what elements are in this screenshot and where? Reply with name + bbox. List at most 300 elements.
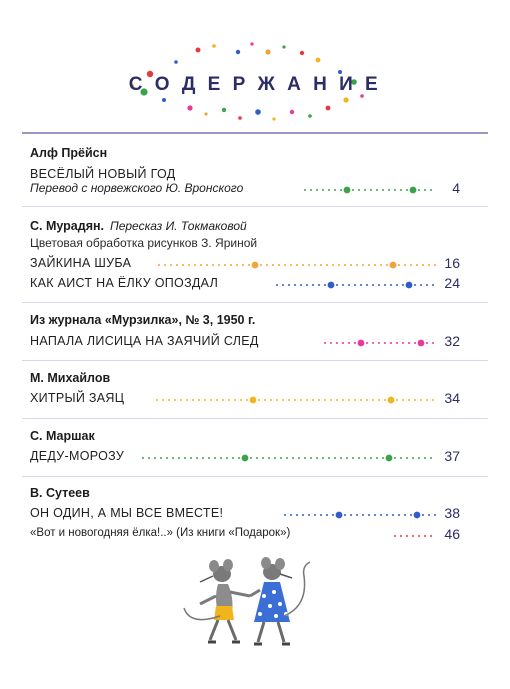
leader-dot [316, 457, 318, 459]
leader-dot [288, 284, 290, 286]
leader-dot [354, 342, 356, 344]
leader-dot [354, 284, 356, 286]
leader-dot [432, 342, 434, 344]
leader-dot [430, 535, 432, 537]
leader-dot [300, 399, 302, 401]
leader-accent-dot [410, 187, 417, 194]
leader-dot [412, 457, 414, 459]
leader-dot [356, 264, 358, 266]
dot-leader [322, 334, 438, 350]
title-letter: Ж [257, 74, 279, 95]
leader-dot [426, 399, 428, 401]
leader-dot [318, 399, 320, 401]
leader-dot [424, 457, 426, 459]
leader-dot [406, 535, 408, 537]
leader-dot [322, 457, 324, 459]
leader-dot [158, 264, 160, 266]
leader-dot [384, 284, 386, 286]
leader-dot [250, 457, 252, 459]
leader-dot [362, 514, 364, 516]
leader-dot [314, 264, 316, 266]
leader-dot [352, 457, 354, 459]
leader-dot [166, 457, 168, 459]
leader-dot [340, 457, 342, 459]
leader-accent-dot [328, 282, 335, 289]
leader-dot [282, 399, 284, 401]
leader-accent-dot [242, 455, 249, 462]
leader-dot [378, 342, 380, 344]
leader-dot [206, 264, 208, 266]
leader-dot [414, 284, 416, 286]
section-author: М. Михайлов [30, 371, 111, 385]
leader-dot [276, 284, 278, 286]
title-letter: И [339, 74, 357, 95]
leader-dot [326, 514, 328, 516]
leader-dot [414, 399, 416, 401]
leader-dot [280, 457, 282, 459]
leader-accent-dot [336, 512, 343, 519]
leader-dot [194, 264, 196, 266]
leader-dot [376, 457, 378, 459]
leader-dot [170, 264, 172, 266]
leader-dot [300, 284, 302, 286]
dot-leader [154, 391, 438, 407]
leader-dot [388, 189, 390, 191]
leader-dot [394, 457, 396, 459]
leader-dot [430, 189, 432, 191]
leader-dot [176, 264, 178, 266]
section-author [30, 219, 247, 233]
toc-entry[interactable] [30, 391, 460, 407]
leader-dot [418, 457, 420, 459]
leader-dot [394, 189, 396, 191]
page-number: 16 [444, 255, 460, 271]
leader-dot [330, 399, 332, 401]
dot-leader [282, 506, 438, 522]
leader-dot [306, 284, 308, 286]
title-letter: Е [365, 74, 382, 95]
leader-dot [376, 189, 378, 191]
leader-dot [382, 457, 384, 459]
entry-title: ХИТРЫЙ ЗАЯЦ [30, 391, 125, 405]
entry-title: ВЕСЁЛЫЙ НОВЫЙ ГОД [30, 167, 176, 181]
leader-dot [324, 284, 326, 286]
leader-dot [394, 535, 396, 537]
page-number: 37 [444, 448, 460, 464]
leader-dot [338, 264, 340, 266]
section-note: Цветовая обработка рисунков З. Яриной [30, 236, 258, 250]
section-separator [22, 360, 488, 361]
leader-dot [286, 457, 288, 459]
leader-dot [378, 399, 380, 401]
leader-dot [362, 264, 364, 266]
leader-dot [382, 189, 384, 191]
leader-dot [346, 457, 348, 459]
leader-dot [364, 457, 366, 459]
leader-dot [342, 284, 344, 286]
leader-dot [218, 264, 220, 266]
leader-dot [214, 457, 216, 459]
leader-dot [258, 399, 260, 401]
dot-leader [156, 256, 438, 272]
dot-leader [302, 181, 438, 197]
page-number: 34 [444, 390, 460, 406]
leader-dot [374, 514, 376, 516]
leader-dot [310, 189, 312, 191]
leader-dot [310, 457, 312, 459]
leader-dot [174, 399, 176, 401]
leader-dot [390, 342, 392, 344]
leader-dot [180, 399, 182, 401]
leader-dot [196, 457, 198, 459]
leader-dot [198, 399, 200, 401]
leader-dot [230, 264, 232, 266]
leader-dot [366, 342, 368, 344]
leader-dot [406, 457, 408, 459]
leader-dot [290, 264, 292, 266]
leader-dot [358, 189, 360, 191]
leader-dot [378, 284, 380, 286]
leader-dot [330, 342, 332, 344]
leader-dot [188, 264, 190, 266]
leader-accent-dot [358, 340, 365, 347]
leader-dot [272, 264, 274, 266]
page-number: 38 [444, 505, 460, 521]
entry-title: ДЕДУ-МОРОЗУ [30, 449, 125, 463]
leader-dot [364, 189, 366, 191]
leader-dot [316, 189, 318, 191]
leader-accent-dot [252, 262, 259, 269]
toc-entry[interactable] [30, 449, 460, 465]
leader-dot [248, 264, 250, 266]
leader-dot [402, 399, 404, 401]
leader-dot [432, 284, 434, 286]
title-letter: Д [181, 74, 199, 95]
leader-dot [384, 399, 386, 401]
leader-dot [366, 399, 368, 401]
toc-entry[interactable] [30, 256, 460, 272]
leader-dot [318, 284, 320, 286]
leader-dot [336, 342, 338, 344]
entry-title: «Вот и новогодняя ёлка!..» (Из книги «Подарок») [30, 527, 291, 539]
toc-entry[interactable] [30, 181, 460, 197]
leader-dot [426, 342, 428, 344]
dot-leader [140, 449, 438, 465]
leader-dot [332, 264, 334, 266]
leader-dot [236, 264, 238, 266]
leader-dot [256, 457, 258, 459]
leader-dot [390, 284, 392, 286]
leader-dot [386, 264, 388, 266]
leader-dot [224, 264, 226, 266]
leader-dot [304, 457, 306, 459]
leader-accent-dot [418, 340, 425, 347]
leader-accent-dot [414, 512, 421, 519]
leader-dot [314, 514, 316, 516]
dancing-mice-illustration [180, 556, 330, 656]
leader-dot [374, 264, 376, 266]
leader-dot [368, 514, 370, 516]
leader-dot [380, 264, 382, 266]
leader-dot [370, 457, 372, 459]
entry-title: КАК АИСТ НА ЁЛКУ ОПОЗДАЛ [30, 276, 219, 290]
section-separator [22, 206, 488, 207]
leader-dot [276, 399, 278, 401]
leader-dot [266, 264, 268, 266]
leader-dot [308, 514, 310, 516]
leader-dot [212, 264, 214, 266]
leader-dot [410, 264, 412, 266]
leader-dot [336, 284, 338, 286]
toc-entry[interactable] [30, 527, 460, 543]
leader-dot [320, 264, 322, 266]
leader-dot [372, 284, 374, 286]
section-author: В. Сутеев [30, 486, 90, 500]
leader-dot [404, 514, 406, 516]
leader-dot [210, 399, 212, 401]
leader-dot [222, 399, 224, 401]
leader-dot [336, 399, 338, 401]
leader-dot [242, 264, 244, 266]
leader-dot [234, 399, 236, 401]
leader-dot [260, 264, 262, 266]
leader-dot [320, 514, 322, 516]
leader-accent-dot [386, 455, 393, 462]
leader-dot [296, 264, 298, 266]
leader-dot [238, 457, 240, 459]
leader-dot [270, 399, 272, 401]
leader-dot [434, 264, 436, 266]
leader-dot [412, 535, 414, 537]
leader-dot [432, 399, 434, 401]
leader-dot [240, 399, 242, 401]
leader-dot [328, 189, 330, 191]
leader-dot [360, 284, 362, 286]
title-letter: Н [313, 74, 331, 95]
leader-dot [408, 399, 410, 401]
leader-dot [366, 284, 368, 286]
leader-dot [284, 514, 286, 516]
leader-dot [404, 264, 406, 266]
leader-dot [368, 264, 370, 266]
leader-dot [274, 457, 276, 459]
page-number: 4 [452, 180, 460, 196]
leader-dot [308, 264, 310, 266]
leader-dot [400, 189, 402, 191]
title-letter: Р [232, 74, 249, 95]
leader-dot [298, 457, 300, 459]
title-letter: С [128, 74, 146, 95]
leader-dot [426, 284, 428, 286]
leader-dot [406, 189, 408, 191]
leader-dot [288, 399, 290, 401]
leader-dot [168, 399, 170, 401]
leader-dot [342, 342, 344, 344]
leader-dot [392, 514, 394, 516]
leader-dot [428, 264, 430, 266]
leader-dot [200, 264, 202, 266]
toc-entry[interactable] [30, 334, 460, 350]
leader-dot [398, 514, 400, 516]
leader-dot [182, 264, 184, 266]
leader-dot [268, 457, 270, 459]
section-author: Из журнала «Мурзилка», № 3, 1950 г. [30, 313, 256, 327]
leader-dot [358, 457, 360, 459]
entry-title: НАПАЛА ЛИСИЦА НА ЗАЯЧИЙ СЛЕД [30, 334, 259, 348]
leader-dot [184, 457, 186, 459]
leader-dot [296, 514, 298, 516]
dot-leader [274, 276, 438, 292]
leader-dot [398, 264, 400, 266]
leader-dot [372, 342, 374, 344]
leader-dot [326, 264, 328, 266]
leader-dot [154, 457, 156, 459]
leader-dot [424, 535, 426, 537]
leader-accent-dot [344, 187, 351, 194]
leader-dot [424, 189, 426, 191]
leader-dot [178, 457, 180, 459]
leader-dot [160, 457, 162, 459]
leader-dot [156, 399, 158, 401]
leader-dot [400, 457, 402, 459]
leader-accent-dot [406, 282, 413, 289]
leader-dot [340, 189, 342, 191]
section-author: С. Маршак [30, 429, 95, 443]
leader-dot [312, 399, 314, 401]
leader-dot [396, 284, 398, 286]
section-separator [22, 418, 488, 419]
entry-title: ОН ОДИН, А МЫ ВСЕ ВМЕСТЕ! [30, 506, 224, 520]
leader-dot [226, 457, 228, 459]
leader-dot [216, 399, 218, 401]
leader-dot [348, 342, 350, 344]
author-name: С. Мурадян. [30, 219, 105, 233]
leader-dot [290, 514, 292, 516]
page-number: 46 [444, 526, 460, 542]
leader-dot [264, 399, 266, 401]
leader-dot [204, 399, 206, 401]
leader-dot [348, 284, 350, 286]
leader-dot [410, 514, 412, 516]
leader-dot [148, 457, 150, 459]
leader-dot [306, 399, 308, 401]
leader-dot [402, 284, 404, 286]
leader-dot [220, 457, 222, 459]
leader-dot [356, 514, 358, 516]
leader-dot [208, 457, 210, 459]
section-author: Алф Прёйсн [30, 146, 108, 160]
leader-accent-dot [390, 262, 397, 269]
leader-dot [418, 189, 420, 191]
leader-dot [344, 264, 346, 266]
leader-dot [334, 189, 336, 191]
leader-dot [332, 514, 334, 516]
leader-dot [414, 342, 416, 344]
leader-dot [284, 264, 286, 266]
leader-dot [282, 284, 284, 286]
leader-dot [294, 399, 296, 401]
leader-dot [324, 399, 326, 401]
toc-entry[interactable] [30, 506, 460, 522]
leader-dot [202, 457, 204, 459]
title-divider [22, 132, 488, 134]
author-note: Пересказ И. Токмаковой [110, 219, 247, 233]
leader-dot [278, 264, 280, 266]
leader-dot [294, 284, 296, 286]
leader-dot [396, 399, 398, 401]
entry-title: Перевод с норвежского Ю. Вронского [30, 181, 244, 195]
leader-dot [190, 457, 192, 459]
leader-dot [162, 399, 164, 401]
entry-title: ЗАЙКИНА ШУБА [30, 256, 132, 270]
page-number: 32 [444, 333, 460, 349]
leader-dot [372, 399, 374, 401]
leader-dot [384, 342, 386, 344]
leader-dot [246, 399, 248, 401]
section-separator [22, 476, 488, 477]
leader-dot [324, 342, 326, 344]
leader-dot [262, 457, 264, 459]
leader-dot [370, 189, 372, 191]
leader-dot [292, 457, 294, 459]
page-number: 24 [444, 275, 460, 291]
leader-dot [350, 514, 352, 516]
title-letter: О [154, 74, 174, 95]
leader-dot [428, 514, 430, 516]
leader-dot [344, 514, 346, 516]
leader-dot [350, 264, 352, 266]
title-letter: Е [207, 74, 224, 95]
leader-dot [142, 457, 144, 459]
leader-accent-dot [388, 397, 395, 404]
leader-dot [420, 399, 422, 401]
leader-dot [328, 457, 330, 459]
leader-dot [304, 189, 306, 191]
leader-dot [348, 399, 350, 401]
leader-dot [418, 535, 420, 537]
leader-dot [186, 399, 188, 401]
leader-dot [360, 399, 362, 401]
leader-dot [434, 514, 436, 516]
leader-dot [302, 264, 304, 266]
leader-dot [164, 264, 166, 266]
section-separator [22, 302, 488, 303]
title-letter: А [287, 74, 305, 95]
leader-dot [322, 189, 324, 191]
leader-dot [232, 457, 234, 459]
leader-dot [302, 514, 304, 516]
leader-dot [396, 342, 398, 344]
leader-dot [420, 284, 422, 286]
leader-dot [380, 514, 382, 516]
leader-dot [422, 514, 424, 516]
leader-accent-dot [250, 397, 257, 404]
leader-dot [192, 399, 194, 401]
toc-entry[interactable] [30, 276, 460, 292]
leader-dot [422, 264, 424, 266]
leader-dot [172, 457, 174, 459]
leader-dot [408, 342, 410, 344]
leader-dot [334, 457, 336, 459]
leader-dot [354, 399, 356, 401]
page-title [0, 74, 510, 96]
leader-dot [228, 399, 230, 401]
leader-dot [430, 457, 432, 459]
leader-dot [386, 514, 388, 516]
leader-dot [416, 264, 418, 266]
leader-dot [312, 284, 314, 286]
leader-dot [402, 342, 404, 344]
